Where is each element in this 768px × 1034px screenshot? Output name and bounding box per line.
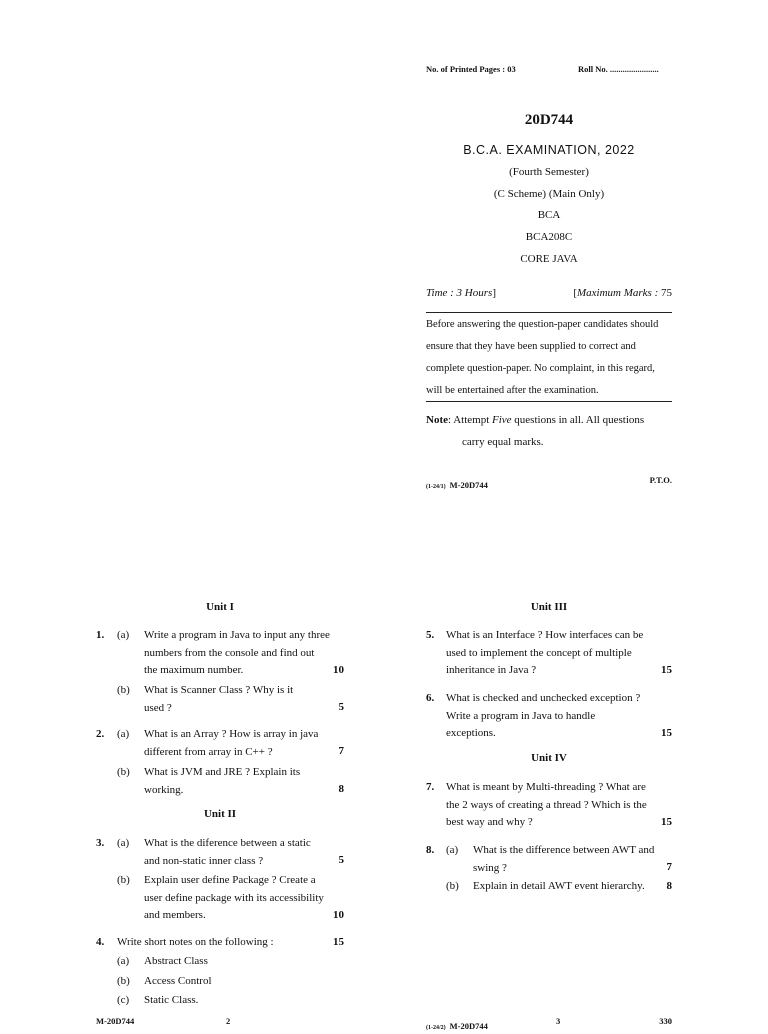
marks: 10 [333,664,344,676]
question-number: 4. [96,936,105,948]
list-item: Static Class. [144,994,199,1006]
question-number: 8. [426,844,435,856]
sub-label: (b) [117,766,130,778]
unit-3-heading: Unit III [530,601,568,613]
marks: 7 [666,861,672,873]
sub-label: (c) [117,994,130,1006]
question-text: Explain user define Package ? Create a user define package with its accessibility and members. [144,874,324,921]
marks: 10 [333,909,344,921]
course-name: CORE JAVA [520,253,578,265]
instruction-line: Before answering the question-paper candidates should [426,319,659,330]
question-number: 6. [426,692,435,704]
page2-number: 2 [226,1016,231,1026]
marks: 15 [661,664,672,676]
list-item: Abstract Class [144,955,208,967]
sub-label: (a) [117,955,130,967]
unit-1-heading: Unit I [206,601,234,613]
page2-footer-code: M-20D744 [96,1016,135,1026]
note-line-2: carry equal marks. [462,436,544,448]
sub-label: (a) [117,837,130,849]
page3-number: 3 [556,1016,561,1026]
sub-label: (b) [446,880,459,892]
question-text: Explain in detail AWT event hierarchy. [473,880,645,892]
program: BCA [537,209,561,221]
time-allowed: Time : 3 Hours] [426,287,496,299]
question-number: 5. [426,629,435,641]
question-text: What is Scanner Class ? Why is it used ? [144,684,294,714]
question-text: What is JVM and JRE ? Explain its working. [144,766,301,796]
question-number: 3. [96,837,105,849]
marks: 15 [661,727,672,739]
sub-label: (b) [117,874,130,886]
question-number: 1. [96,629,105,641]
question-text: Write short notes on the following : [117,936,274,948]
question-text: Write a program in Java to input any three numbers from the console and find out the maximum number. [144,629,330,676]
question-text: What is meant by Multi-threading ? What are the 2 ways of creating a thread ? Which is the best way and why ? [446,781,647,828]
divider-top [426,312,672,313]
note-line: Note: Attempt Five questions in all. All questions [426,414,645,426]
question-text: What is the diference between a static and non-static inner class ? [144,837,311,867]
pto: P.T.O. [649,475,672,485]
question-text: What is the difference between AWT and swing ? [473,844,655,874]
marks: 15 [333,936,344,948]
marks: 15 [661,816,672,828]
semester: (Fourth Semester) [509,166,589,178]
marks: 7 [338,745,344,757]
scheme: (C Scheme) (Main Only) [493,188,605,200]
question-number: 7. [426,781,435,793]
question-text: What is an Array ? How is array in java different from array in C++ ? [144,728,319,758]
marks: 5 [338,701,344,713]
divider-bottom [426,401,672,402]
question-number: 2. [96,728,105,740]
page3-footer-code: (1-24/2) M-20D744 [426,1021,488,1031]
sub-label: (a) [446,844,459,856]
note-label: Note [426,414,448,426]
paper-code: 20D744 [524,112,574,128]
marks: 5 [338,854,344,866]
question-text: What is checked and unchecked exception ? Write a program in Java to handle exceptions. [446,692,641,739]
exam-title: B.C.A. EXAMINATION, 2022 [463,143,635,157]
unit-2-heading: Unit II [203,808,237,820]
instruction-line: will be entertained after the examination. [426,385,599,396]
unit-4-heading: Unit IV [531,752,567,764]
page3-right-number: 330 [659,1016,672,1026]
marks: 8 [666,880,672,892]
instruction-line: complete question-paper. No complaint, in this regard, [426,363,655,374]
marks: 8 [338,783,344,795]
sub-label: (b) [117,975,130,987]
sub-label: (b) [117,684,130,696]
page1-footer-code: (1-24/1) M-20D744 [426,480,488,490]
question-text: What is an Interface ? How interfaces can be used to implement the concept of multiple inheritance in Java ? [446,629,644,676]
sub-label: (a) [117,728,130,740]
course-code: BCA208C [525,231,573,243]
instructions-block [426,314,672,402]
roll-no-field: Roll No. ....................... [578,64,659,74]
printed-pages-count: No. of Printed Pages : 03 [426,64,516,74]
list-item: Access Control [144,975,212,987]
instruction-line: ensure that they have been supplied to correct and [426,341,636,352]
maximum-marks: [Maximum Marks : 75 [573,287,672,299]
sub-label: (a) [117,629,130,641]
